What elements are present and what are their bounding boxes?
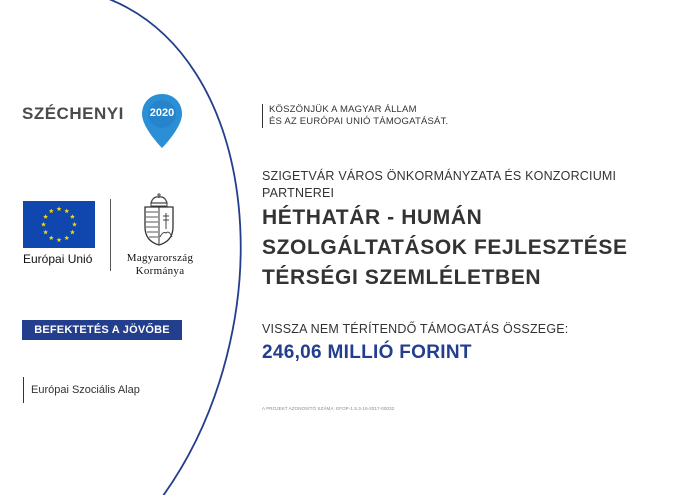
government-label-line-2: Kormánya: [135, 265, 185, 277]
investment-banner: BEFEKTETÉS A JÖVŐBE: [22, 320, 182, 340]
project-title-line-1: HÉTHATÁR - HUMÁN: [262, 206, 483, 229]
acknowledgement-line-2: ÉS AZ EURÓPAI UNIÓ TÁMOGATÁSÁT.: [269, 116, 449, 127]
beneficiary-text: SZIGETVÁR VÁROS ÖNKORMÁNYZATA ÉS KONZORCIUMI PARTNEREI: [262, 169, 617, 200]
logo-divider: [110, 199, 111, 271]
project-title-line-2: SZOLGÁLTATÁSOK FEJLESZTÉSE: [262, 236, 628, 259]
project-title-line-3: TÉRSÉGI SZEMLÉLETBEN: [262, 266, 542, 289]
eu-label: Európai Unió: [23, 252, 93, 266]
government-label-line-1: Magyarország: [126, 252, 194, 264]
location-pin-icon: [140, 92, 184, 150]
project-title: [262, 203, 682, 293]
coat-of-arms-icon: [139, 193, 179, 247]
fund-name: Európai Szociális Alap: [23, 377, 140, 403]
eu-flag-icon: [23, 201, 95, 248]
acknowledgement-note: [262, 104, 448, 128]
government-label: [120, 252, 200, 278]
project-id: A PROJEKT AZONOSÍTÓ SZÁMA: EFOP-1.5.3-16-2017-00032: [262, 406, 395, 411]
szechenyi-brand-text: SZÉCHENYI: [22, 104, 124, 123]
szechenyi-year: 2020: [149, 107, 175, 119]
grant-amount: 246,06 MILLIÓ FORINT: [262, 342, 472, 363]
acknowledgement-line-1: KÖSZÖNJÜK A MAGYAR ÁLLAM: [269, 104, 417, 115]
grant-label: VISSZA NEM TÉRÍTENDŐ TÁMOGATÁS ÖSSZEGE:: [262, 322, 569, 336]
